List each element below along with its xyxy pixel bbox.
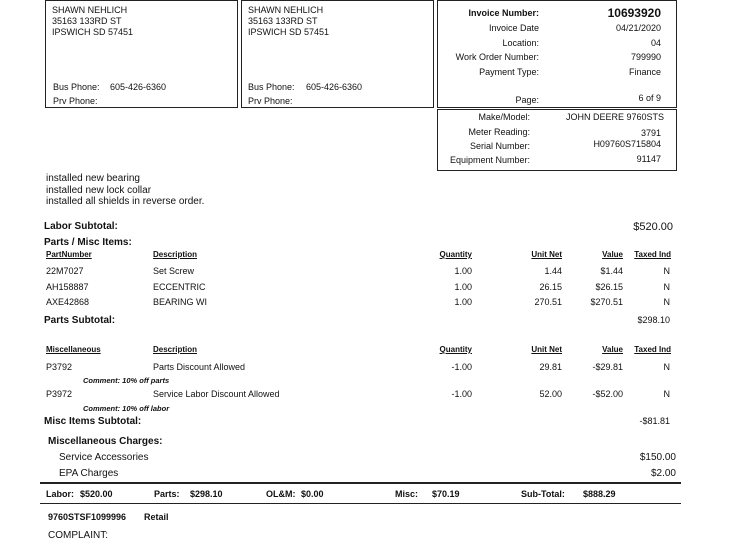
part-taxed: N [663,266,670,276]
totals-labor-label: Labor: [46,489,74,499]
bill-to-street: 35163 133RD ST [52,16,122,26]
bill-to-bus-phone-label: Bus Phone: [53,82,100,92]
part-description: ECCENTRIC [153,282,206,292]
parts-header-value: Value [602,250,623,259]
note-line: installed new bearing [46,173,140,184]
totals-parts-label: Parts: [154,489,180,499]
parts-subtotal-value: $298.10 [637,315,670,325]
part-description: Set Screw [153,266,195,276]
parts-header-taxed: Taxed Ind [634,250,671,259]
part-unit-net: 26.15 [539,282,562,292]
make-model-value: JOHN DEERE 9760STS [565,112,664,122]
part-number: AH158887 [46,282,89,292]
complaint-label: COMPLAINT: [48,530,109,541]
location-value: 04 [650,38,661,48]
ship-to-city: IPSWICH SD 57451 [248,27,330,37]
make-model-label: Make/Model: [478,112,530,122]
parts-header-qty: Quantity [439,250,472,259]
next-job-code: 9760STSF1099996 [48,512,127,522]
work-order-value: 799990 [630,52,661,62]
totals-bottom-rule [40,503,681,504]
part-quantity: 1.00 [454,266,472,276]
part-value: $26.15 [595,282,623,292]
misc-unit-net: 52.00 [539,389,562,399]
part-quantity: 1.00 [454,282,472,292]
parts-header-desc: Description [153,250,198,259]
location-label: Location: [502,38,539,48]
misc-comment: Comment: 10% off parts [83,376,170,385]
charge-label: EPA Charges [59,468,119,479]
bill-to-bus-phone: 605-426-6360 [110,82,167,92]
misc-taxed: N [663,389,670,399]
parts-header-part: PartNumber [46,250,92,259]
payment-type-value: Finance [628,67,661,77]
totals-misc-label: Misc: [395,489,419,499]
misc-header-value: Value [602,345,623,354]
ship-to-street: 35163 133RD ST [248,16,318,26]
invoice-date-label: Invoice Date [488,23,539,33]
ship-to-name: SHAWN NEHLICH [248,5,324,15]
misc-description: Parts Discount Allowed [153,362,246,372]
page-value: 6 of 9 [638,93,661,103]
misc-subtotal-value: -$81.81 [639,416,670,426]
work-order-label: Work Order Number: [455,52,539,62]
misc-header-qty: Quantity [439,345,472,354]
totals-subtotal-value: $888.29 [583,489,616,499]
page-label: Page: [515,95,539,105]
misc-header-unit: Unit Net [531,345,562,354]
totals-top-rule [40,482,681,484]
misc-value: -$29.81 [592,362,623,372]
charge-value: $2.00 [650,468,676,479]
part-quantity: 1.00 [454,297,472,307]
misc-unit-net: 29.81 [539,362,562,372]
part-number: AXE42868 [46,297,90,307]
invoice-number: 10693920 [607,6,661,20]
ship-to-bus-phone-label: Bus Phone: [248,82,295,92]
bill-to-prv-phone-label: Prv Phone: [53,96,98,106]
misc-number: P3792 [46,362,73,372]
part-value: $1.44 [600,266,623,276]
misc-charges-heading: Miscellaneous Charges: [48,436,163,447]
meter-reading-value: 3791 [640,128,661,138]
misc-number: P3972 [46,389,73,399]
charge-value: $150.00 [639,452,676,463]
invoice-number-label: Invoice Number: [468,8,539,18]
ship-to-prv-phone-label: Prv Phone: [248,96,293,106]
part-value: $270.51 [590,297,623,307]
misc-header-part: Miscellaneous [46,345,101,354]
invoice-date: 04/21/2020 [615,23,661,33]
part-taxed: N [663,282,670,292]
bill-to-name: SHAWN NEHLICH [52,5,128,15]
misc-header-taxed: Taxed Ind [634,345,671,354]
part-number: 22M7027 [46,266,84,276]
misc-header-desc: Description [153,345,198,354]
next-job-type: Retail [144,512,169,522]
misc-comment: Comment: 10% off labor [83,404,170,413]
totals-labor-value: $520.00 [80,489,113,499]
labor-subtotal-value: $520.00 [633,221,673,233]
misc-description: Service Labor Discount Allowed [153,389,280,399]
note-line: installed all shields in reverse order. [46,196,205,207]
note-line: installed new lock collar [46,185,152,196]
totals-olm-value: $0.00 [301,489,324,499]
misc-value: -$52.00 [592,389,623,399]
misc-subtotal-label: Misc Items Subtotal: [44,416,142,427]
part-taxed: N [663,297,670,307]
misc-quantity: -1.00 [451,389,472,399]
totals-olm-label: OL&M: [266,489,296,499]
equipment-number-label: Equipment Number: [449,155,530,165]
meter-reading-label: Meter Reading: [468,127,530,137]
bill-to-city: IPSWICH SD 57451 [52,27,134,37]
ship-to-bus-phone: 605-426-6360 [306,82,363,92]
labor-subtotal-label: Labor Subtotal: [44,221,118,232]
parts-subtotal-label: Parts Subtotal: [44,315,116,326]
misc-quantity: -1.00 [451,362,472,372]
part-unit-net: 270.51 [534,297,562,307]
equipment-number-value: 91147 [636,154,661,164]
serial-number-value: H09760S715804 [593,139,661,149]
totals-subtotal-label: Sub-Total: [521,489,565,499]
totals-misc-value: $70.19 [432,489,460,499]
totals-parts-value: $298.10 [190,489,223,499]
part-description: BEARING WI [153,297,208,307]
parts-heading: Parts / Misc Items: [44,237,132,248]
payment-type-label: Payment Type: [479,67,539,77]
part-unit-net: 1.44 [544,266,562,276]
charge-label: Service Accessories [59,452,149,463]
misc-taxed: N [663,362,670,372]
serial-number-label: Serial Number: [469,141,530,151]
parts-header-unit: Unit Net [531,250,562,259]
